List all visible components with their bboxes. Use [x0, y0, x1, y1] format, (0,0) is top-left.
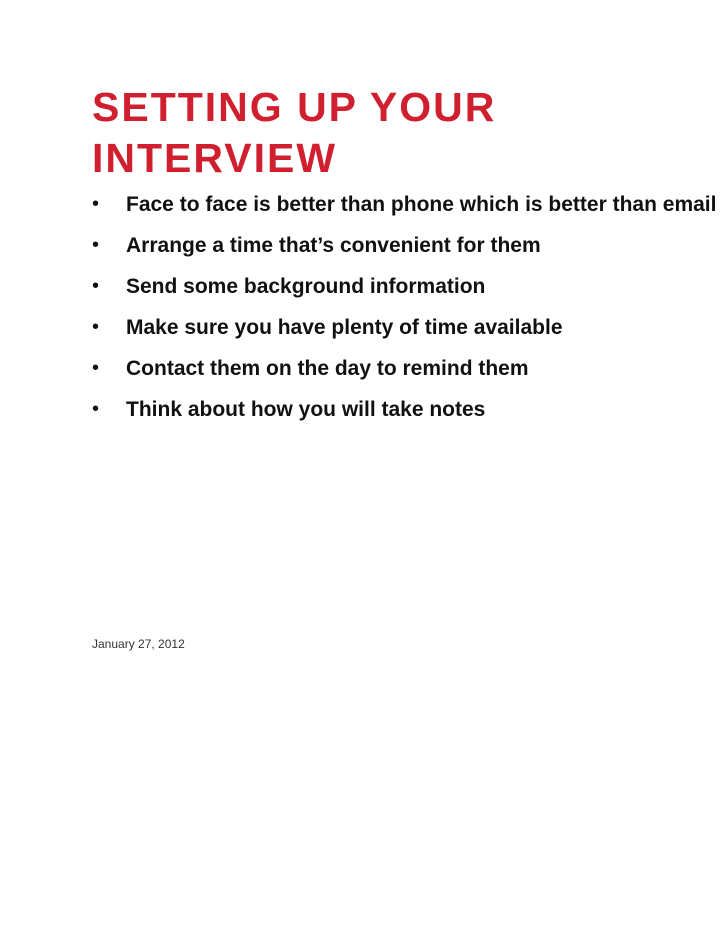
bullet-icon: •	[92, 357, 100, 379]
bullet-text: Send some background information	[126, 275, 486, 298]
bullet-text: Face to face is better than phone which is better than email	[126, 193, 717, 216]
bullet-text: Think about how you will take notes	[126, 398, 486, 421]
bullet-icon: •	[92, 398, 100, 420]
footer-date: January 27, 2012	[92, 637, 185, 651]
bullet-text: Make sure you have plenty of time available	[126, 316, 563, 339]
bullet-icon: •	[92, 234, 100, 256]
bullet-item	[92, 191, 724, 218]
bullet-icon: •	[92, 193, 100, 215]
bullet-list	[92, 191, 724, 437]
bullet-text: Contact them on the day to remind them	[126, 357, 529, 380]
slide-title: SETTING UP YOUR INTERVIEW	[92, 84, 497, 181]
bullet-item	[92, 314, 724, 341]
bullet-icon: •	[92, 275, 100, 297]
bullet-item	[92, 396, 724, 423]
bullet-item	[92, 273, 724, 300]
bullet-icon: •	[92, 316, 100, 338]
bullet-item	[92, 355, 724, 382]
bullet-item	[92, 232, 724, 259]
bullet-text: Arrange a time that’s convenient for them	[126, 234, 541, 257]
